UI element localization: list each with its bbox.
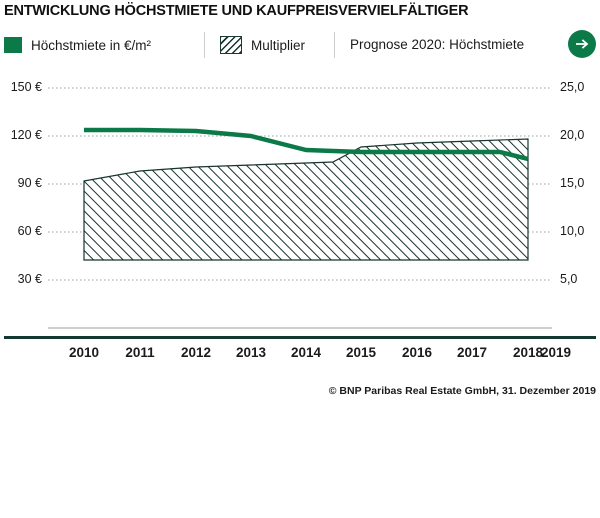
y-axis-right-tick-20: 20,0 (560, 128, 585, 142)
y-axis-left-tick-150: 150 € (10, 80, 42, 94)
legend-forecast-note: Prognose 2020: Höchstmiete (350, 37, 525, 52)
y-axis-right-tick-5: 5,0 (560, 272, 578, 286)
plot-area (0, 78, 600, 338)
x-axis-labels (0, 345, 600, 367)
x-axis-tick-2011: 2011 (125, 345, 155, 360)
x-axis-tick-2013: 2013 (235, 345, 267, 360)
chart-legend (4, 30, 596, 60)
x-axis-tick-2018: 2018 (512, 345, 544, 360)
x-axis-tick-2012: 2012 (180, 345, 212, 360)
axis-bottom-rule (4, 336, 596, 339)
y-axis-right-tick-15: 15,0 (560, 176, 585, 190)
source-note: © BNP Paribas Real Estate GmbH, 31. Dezember 2019 (328, 385, 596, 397)
x-axis-tick-2019: 2019 (540, 345, 572, 360)
x-axis-tick-2017: 2017 (456, 345, 488, 360)
y-axis-right-tick-25: 25,0 (560, 80, 585, 94)
y-axis-left-tick-30: 30 € (17, 272, 42, 286)
page-title: ENTWICKLUNG HÖCHSTMIETE UND KAUFPREISVERVIELFÄLTIGER (4, 3, 469, 19)
chart-svg (0, 78, 600, 338)
x-axis-tick-2016: 2016 (401, 345, 433, 360)
arrow-right-icon[interactable] (568, 30, 596, 58)
x-axis-tick-2014: 2014 (290, 345, 322, 360)
legend-divider-2 (334, 32, 335, 58)
legend-item-hoechstmiete (4, 30, 151, 60)
y-axis-left-tick-90: 90 € (17, 176, 42, 190)
legend-label-multiplier: Multiplier (251, 37, 306, 53)
legend-swatch-solid-icon (4, 37, 22, 53)
legend-divider-1 (204, 32, 205, 58)
legend-swatch-hatched-icon (220, 36, 242, 54)
x-axis-tick-2015: 2015 (345, 345, 377, 360)
y-axis-right-tick-10: 10,0 (560, 224, 585, 238)
y-axis-left-tick-120: 120 € (10, 128, 42, 142)
legend-item-multiplier (220, 30, 305, 60)
legend-label-hoechstmiete: Höchstmiete in €/m² (31, 37, 152, 53)
x-axis-tick-2010: 2010 (68, 345, 100, 360)
y-axis-left-tick-60: 60 € (17, 224, 42, 238)
series-multiplier-area (84, 139, 528, 260)
